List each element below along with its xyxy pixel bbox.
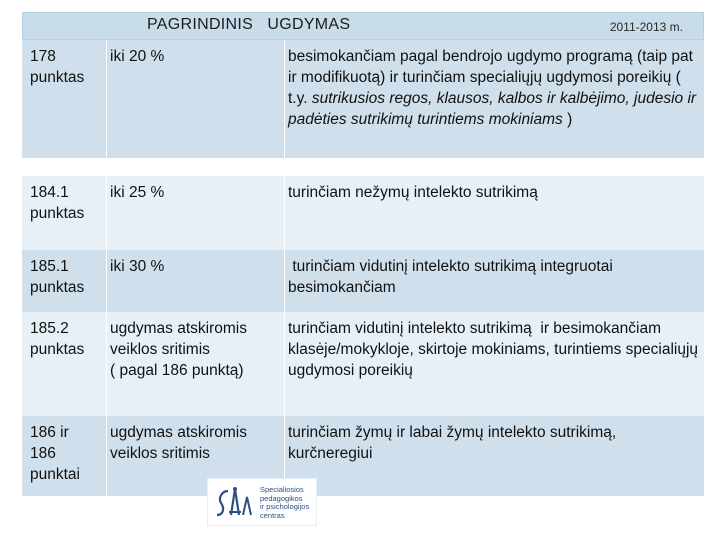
table-row [22,40,704,158]
description-cell: turinčiam žymų ir labai žymų intelekto sutrikimą, kurčneregiui [288,424,617,462]
logo-mark-icon [213,485,255,519]
share-cell: iki 20 % [110,48,165,65]
table-row [22,176,704,250]
logo-text [260,486,314,520]
table-row [22,416,704,496]
point-cell: 186 ir 186 punktai [30,424,80,483]
share-cell: ugdymas atskiromis veiklos sritimis [110,424,247,462]
header-title: PAGRINDINIS UGDYMAS [147,16,351,33]
description-text-end: ) [562,111,573,128]
logo-line: Specialiosios [260,485,304,494]
logo-line: ir psichologijos [260,502,310,511]
header-years: 2011-2013 m. [609,20,683,34]
organization-logo [207,478,317,526]
table-header-bar [22,12,704,40]
share-cell: iki 25 % [110,184,165,201]
description-cell: turinčiam vidutinį intelekto sutrikimą ir besimokančiam klasėje/mokykloje, skirtoje mokiniams, turintiems specialiųjų ugdymosi poreikių [288,320,703,379]
point-cell: 184.1 punktas [30,184,85,222]
description-cell: turinčiam vidutinį intelekto sutrikimą integruotai besimokančiam [288,258,618,296]
point-cell: 185.2 punktas [30,320,85,358]
description-text: besimokančiam pagal bendrojo ugdymo programą (taip pat ir modifikuotą) ir turinčiam specialiųjų ugdymosi poreikių ( t.y. [288,48,693,107]
point-cell: 178 punktas [30,48,85,86]
description-cell [288,46,700,130]
description-cell: turinčiam nežymų intelekto sutrikimą [288,184,538,201]
logo-line: centras [260,510,285,520]
table-row [22,312,704,416]
logo-line: pedagogikos [260,493,303,503]
share-cell: ugdymas atskiromis veiklos sritimis ( pagal 186 punktą) [110,320,247,379]
share-cell: iki 30 % [110,258,165,275]
table-row [22,250,704,312]
description-italic-text: sutrikusios regos, klausos, kalbos ir kalbėjimo, judesio ir padėties sutrikimų turintiems mokiniams [288,90,697,128]
point-cell: 185.1 punktas [30,258,85,296]
